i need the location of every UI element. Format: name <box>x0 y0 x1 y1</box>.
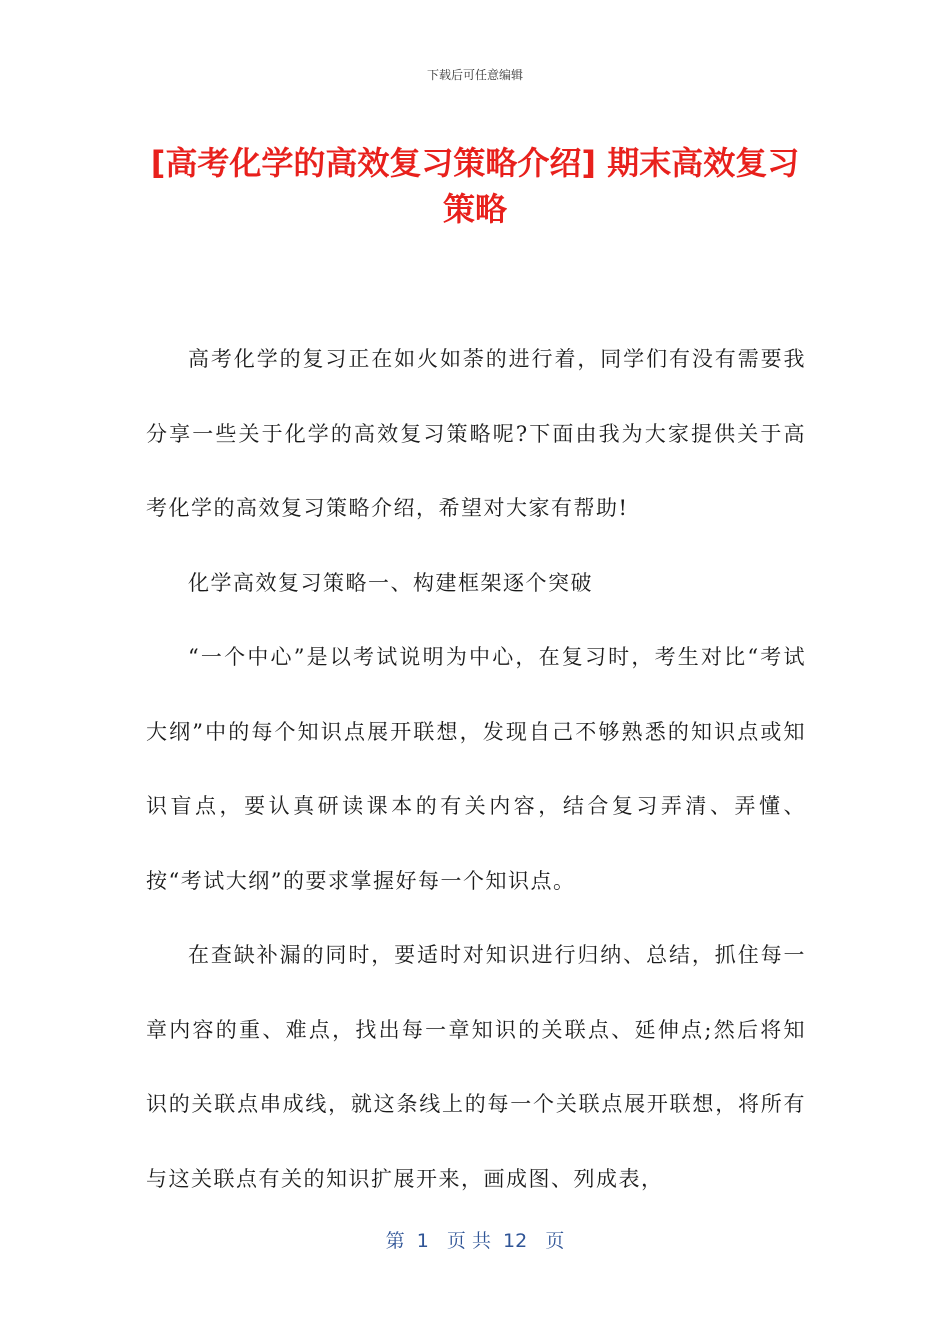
paragraph-summary: 在查缺补漏的同时，要适时对知识进行归纳、总结，抓住每一章内容的重、难点，找出每一章知识的关联点、延伸点;然后将知识的关联点串成线，就这条线上的每一个关联点展开联想，将所有与这关联点有关的知识扩展开来，画成图、列成表， <box>146 943 806 1191</box>
paragraph-section-heading: 化学高效复习策略一、构建框架逐个突破 <box>188 570 593 595</box>
paragraph-intro: 高考化学的复习正在如火如荼的进行着，同学们有没有需要我分享一些关于化学的高效复习策略呢?下面由我为大家提供关于高考化学的高效复习策略介绍，希望对大家有帮助! <box>146 347 806 520</box>
page-number-footer: 第 1 页 共 12 页 <box>385 1230 565 1252</box>
header-note: 下载后可任意编辑 <box>426 68 523 82</box>
paragraph-one-center: “一个中心”是以考试说明为中心，在复习时，考生对比“考试大纲”中的每个知识点展开联想，发现自己不够熟悉的知识点或知识盲点，要认真研读课本的有关内容，结合复习弄清、弄懂、按“考试大纲”的要求掌握好每一个知识点。 <box>146 645 806 893</box>
document-title: [高考化学的高效复习策略介绍] 期末高效复习策略 <box>150 144 800 228</box>
document-body <box>146 322 806 1216</box>
